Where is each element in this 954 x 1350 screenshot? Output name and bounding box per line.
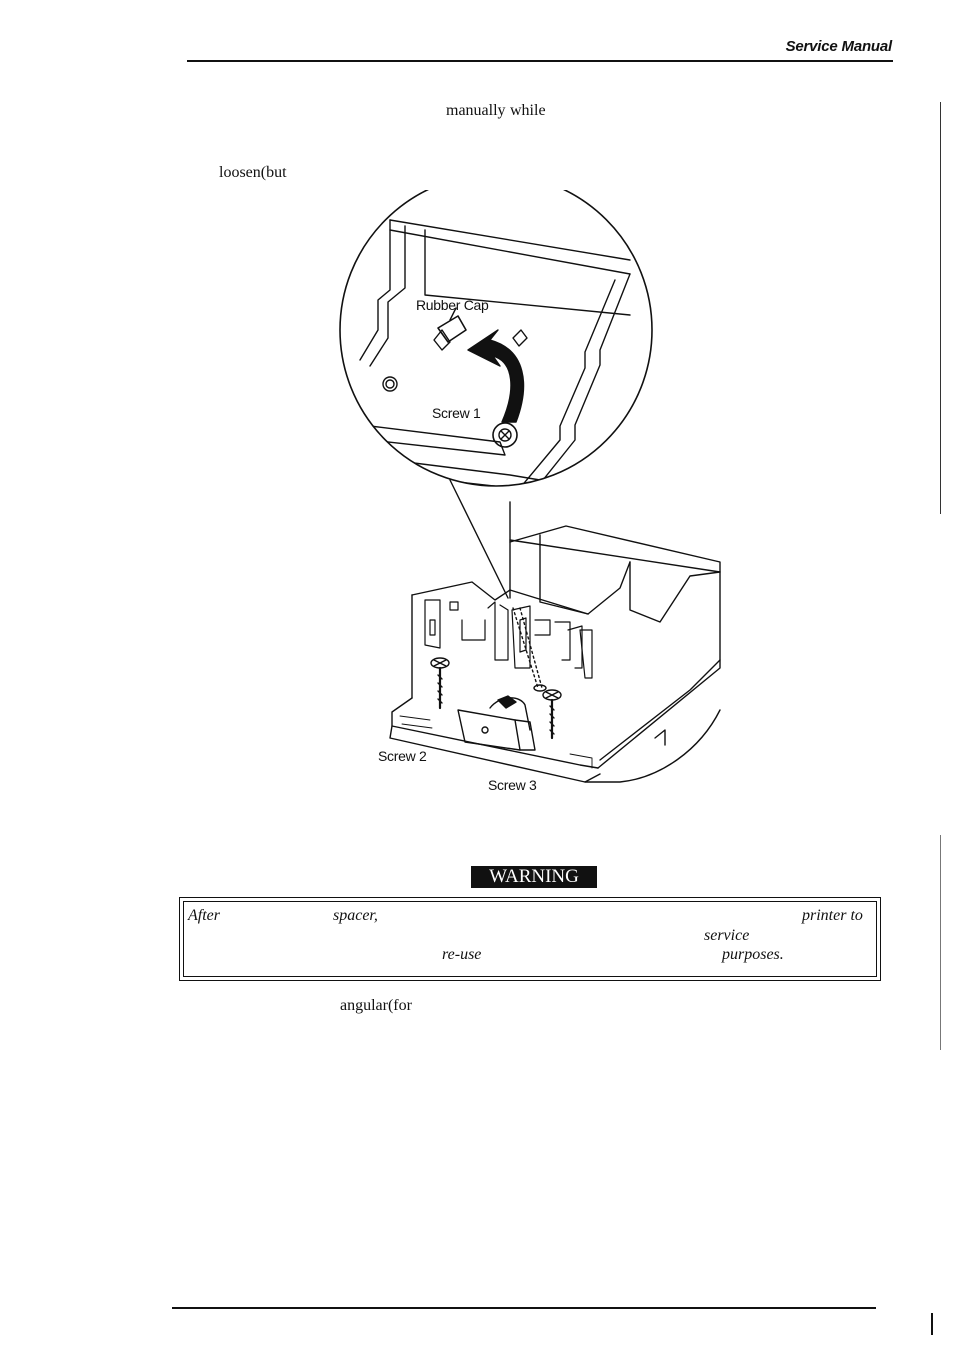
warning-title: WARNING	[471, 866, 597, 888]
body-text-while: while	[510, 102, 546, 119]
screw-3-shape	[543, 690, 561, 738]
warning-text-spacer: spacer,	[333, 907, 378, 924]
warning-text-printer-to: printer to	[802, 907, 863, 924]
warning-box	[179, 897, 881, 981]
header-title: Service Manual	[785, 38, 892, 55]
body-text-angular: angular(for	[340, 997, 412, 1014]
screw-2-shape	[431, 658, 449, 708]
warning-text-purposes: purposes.	[722, 946, 784, 963]
rubber-cap-shape	[438, 316, 466, 342]
warning-text-re-use: re-use	[442, 946, 482, 963]
body-text-manually: manually	[446, 102, 506, 119]
warning-text-service: service	[704, 927, 750, 944]
label-screw-3: Screw 3	[488, 777, 537, 793]
warning-box-inner	[183, 901, 877, 977]
footer-rule	[172, 1307, 876, 1309]
printer-screw-illustration	[330, 190, 750, 800]
disassembly-figure	[330, 190, 750, 800]
front-mechanism	[400, 696, 592, 768]
page-tick-mark	[931, 1313, 933, 1335]
margin-change-bar	[940, 835, 941, 1050]
label-screw-2: Screw 2	[378, 748, 427, 764]
margin-change-bar	[940, 102, 941, 514]
label-screw-1: Screw 1	[432, 405, 481, 421]
warning-text-after: After	[188, 907, 220, 924]
header-rule	[187, 60, 893, 62]
body-text-loosen: loosen(but	[219, 164, 287, 181]
label-rubber-cap: Rubber Cap	[416, 297, 489, 313]
